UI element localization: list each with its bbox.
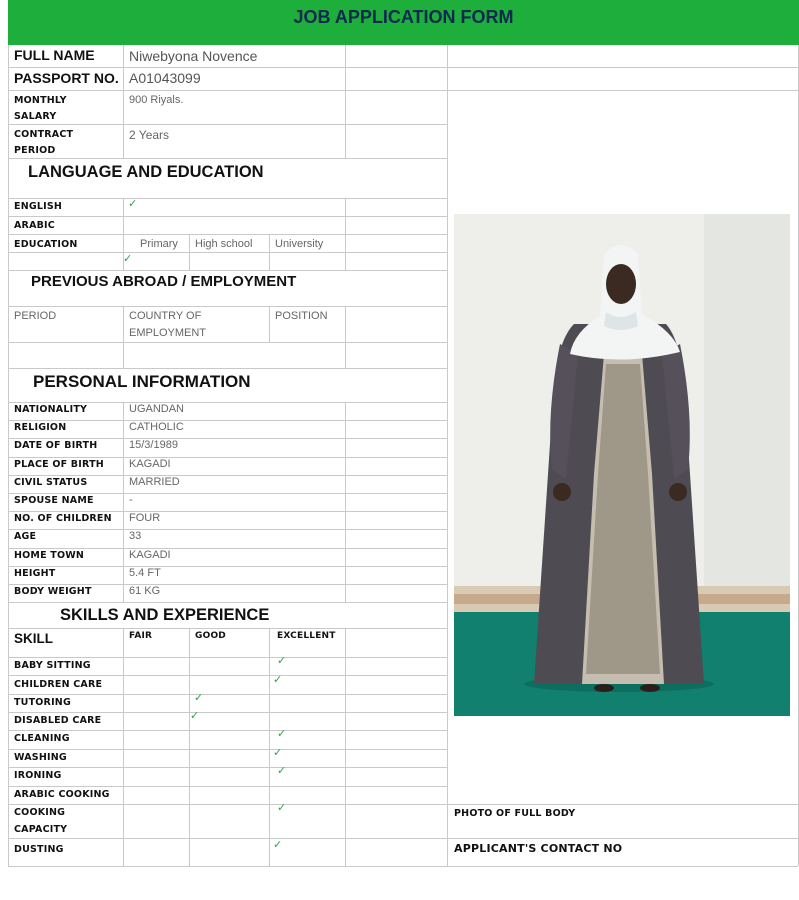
grid-hline bbox=[8, 216, 447, 217]
personal-field-label: NATIONALITY bbox=[14, 404, 88, 415]
skill-label: COOKING bbox=[14, 807, 66, 818]
grid-vline bbox=[189, 628, 190, 866]
skill-level-fair: FAIR bbox=[129, 631, 153, 641]
education-level-high-school: High school bbox=[195, 238, 253, 250]
grid-hline bbox=[447, 838, 798, 839]
skill-label: BABY SITTING bbox=[14, 660, 91, 671]
education-level-primary: Primary bbox=[140, 238, 178, 250]
personal-field-label: DATE OF BIRTH bbox=[14, 440, 98, 452]
skill-check-icon: ✓ bbox=[277, 654, 287, 667]
photo-caption-label: PHOTO OF FULL BODY bbox=[454, 808, 576, 819]
applicant-full-body-photo bbox=[454, 214, 790, 716]
grid-hline bbox=[8, 628, 447, 629]
grid-hline bbox=[8, 438, 447, 439]
skill-level-good: GOOD bbox=[195, 631, 226, 641]
skill-label: IRONING bbox=[14, 770, 62, 781]
personal-field-label: AGE bbox=[14, 531, 37, 543]
salary-label-line2: SALARY bbox=[14, 111, 57, 122]
grid-hline bbox=[8, 420, 447, 421]
grid-hline bbox=[8, 694, 447, 695]
grid-hline bbox=[8, 457, 447, 458]
personal-field-value: KAGADI bbox=[129, 457, 171, 470]
personal-field-label: SPOUSE NAME bbox=[14, 495, 94, 506]
position-label: POSITION bbox=[275, 310, 328, 322]
personal-field-value: MARRIED bbox=[129, 475, 180, 488]
grid-vline bbox=[345, 402, 346, 602]
grid-hline bbox=[8, 511, 447, 512]
skill-label: ARABIC COOKING bbox=[14, 789, 110, 800]
grid-hline bbox=[8, 306, 447, 307]
grid-hline bbox=[8, 730, 447, 731]
personal-information-heading: PERSONAL INFORMATION bbox=[33, 372, 251, 391]
language-education-heading: LANGUAGE AND EDUCATION bbox=[28, 163, 264, 181]
skill-level-excellent: EXCELLENT bbox=[277, 631, 336, 641]
grid-hline bbox=[8, 548, 447, 549]
personal-field-value: 33 bbox=[129, 530, 142, 543]
grid-vline bbox=[189, 234, 190, 270]
form-title: JOB APPLICATION FORM bbox=[293, 7, 514, 27]
grid-hline bbox=[8, 270, 447, 271]
skill-check-icon: ✓ bbox=[273, 673, 283, 686]
english-label: ENGLISH bbox=[14, 201, 63, 212]
grid-hline bbox=[8, 786, 447, 787]
grid-vline bbox=[345, 45, 346, 158]
skill-label-line2: CAPACITY bbox=[14, 824, 68, 835]
personal-field-label: HOME TOWN bbox=[14, 549, 85, 561]
previous-abroad-heading: PREVIOUS ABROAD / EMPLOYMENT bbox=[31, 273, 297, 290]
skill-column-label: SKILL bbox=[14, 631, 53, 646]
personal-field-value: UGANDAN bbox=[129, 403, 185, 415]
grid-vline bbox=[269, 306, 270, 342]
grid-vline bbox=[123, 402, 124, 602]
grid-vline bbox=[123, 45, 124, 158]
grid-hline bbox=[8, 342, 447, 343]
passport-label: PASSPORT NO. bbox=[14, 70, 119, 86]
form-title-bar bbox=[8, 0, 799, 45]
personal-field-value: - bbox=[129, 494, 133, 506]
contract-label-line1: CONTRACT bbox=[14, 129, 74, 140]
skill-check-icon: ✓ bbox=[194, 691, 204, 704]
grid-hline bbox=[8, 158, 447, 159]
grid-hline bbox=[447, 90, 798, 91]
grid-hline bbox=[447, 804, 798, 805]
contract-value: 2 Years bbox=[129, 128, 170, 142]
education-level-university: University bbox=[275, 238, 324, 250]
grid-hline bbox=[8, 767, 447, 768]
grid-hline bbox=[8, 602, 447, 603]
personal-field-value: KAGADI bbox=[129, 548, 171, 561]
skill-check-icon: ✓ bbox=[190, 709, 200, 722]
grid-hline bbox=[447, 67, 798, 68]
country-label-line1: COUNTRY OF bbox=[129, 310, 202, 322]
grid-hline bbox=[8, 90, 447, 91]
grid-hline bbox=[8, 475, 447, 476]
grid-vline bbox=[269, 628, 270, 866]
skill-check-icon: ✓ bbox=[277, 727, 287, 740]
skill-check-icon: ✓ bbox=[273, 746, 283, 759]
grid-hline bbox=[8, 493, 447, 494]
grid-hline bbox=[8, 749, 447, 750]
skill-check-icon: ✓ bbox=[273, 838, 283, 851]
grid-vline bbox=[345, 306, 346, 368]
contact-number-label: APPLICANT'S CONTACT NO bbox=[454, 842, 623, 855]
grid-vline bbox=[345, 198, 346, 270]
grid-hline bbox=[8, 566, 447, 567]
arabic-label: ARABIC bbox=[14, 220, 55, 231]
skill-label: DISABLED CARE bbox=[14, 715, 102, 726]
skill-label: WASHING bbox=[14, 752, 67, 763]
grid-vline bbox=[447, 45, 448, 866]
personal-field-value: CATHOLIC bbox=[129, 421, 184, 434]
primary-check-icon: ✓ bbox=[123, 252, 133, 265]
grid-hline bbox=[8, 368, 447, 369]
grid-hline bbox=[8, 234, 447, 235]
grid-hline bbox=[8, 67, 447, 68]
contract-label-line2: PERIOD bbox=[14, 145, 56, 156]
grid-hline bbox=[447, 866, 798, 867]
grid-vline bbox=[8, 45, 9, 866]
passport-value: A01043099 bbox=[129, 70, 201, 86]
skill-label: CHILDREN CARE bbox=[14, 679, 103, 690]
grid-hline bbox=[8, 529, 447, 530]
applicant-photo-illustration bbox=[454, 214, 790, 716]
period-label: PERIOD bbox=[14, 310, 57, 322]
personal-field-value: 5.4 FT bbox=[129, 566, 161, 579]
skills-heading: SKILLS AND EXPERIENCE bbox=[60, 606, 270, 624]
grid-hline bbox=[8, 584, 447, 585]
grid-vline bbox=[345, 628, 346, 866]
grid-hline bbox=[8, 657, 447, 658]
grid-vline bbox=[123, 306, 124, 368]
salary-label-line1: MONTHLY bbox=[14, 95, 67, 106]
personal-field-label: CIVIL STATUS bbox=[14, 476, 88, 488]
personal-field-label: RELIGION bbox=[14, 422, 67, 434]
education-label: EDUCATION bbox=[14, 239, 78, 250]
grid-hline bbox=[8, 838, 447, 839]
personal-field-value: 61 KG bbox=[129, 585, 161, 597]
english-check-icon: ✓ bbox=[128, 197, 138, 210]
personal-field-label: PLACE OF BIRTH bbox=[14, 458, 104, 470]
grid-hline bbox=[8, 804, 447, 805]
skill-label: CLEANING bbox=[14, 733, 70, 744]
salary-value: 900 Riyals. bbox=[129, 94, 184, 106]
personal-field-value: 15/3/1989 bbox=[129, 439, 178, 452]
country-label-line2: EMPLOYMENT bbox=[129, 327, 207, 339]
grid-hline bbox=[8, 675, 447, 676]
grid-hline bbox=[8, 252, 447, 253]
skill-check-icon: ✓ bbox=[277, 801, 287, 814]
grid-hline bbox=[8, 198, 447, 199]
grid-vline bbox=[269, 234, 270, 270]
personal-field-label: NO. OF CHILDREN bbox=[14, 513, 112, 525]
skill-check-icon: ✓ bbox=[277, 764, 287, 777]
personal-field-label: BODY WEIGHT bbox=[14, 586, 92, 597]
personal-field-label: HEIGHT bbox=[14, 567, 56, 579]
grid-hline bbox=[8, 712, 447, 713]
personal-field-value: FOUR bbox=[129, 512, 161, 525]
full-name-label: FULL NAME bbox=[14, 47, 95, 63]
grid-hline bbox=[8, 866, 447, 867]
grid-vline bbox=[123, 628, 124, 866]
skill-label: DUSTING bbox=[14, 844, 64, 855]
skill-label: TUTORING bbox=[14, 697, 71, 708]
full-name-value: Niwebyona Novence bbox=[129, 48, 258, 64]
grid-hline bbox=[8, 124, 447, 125]
grid-hline bbox=[8, 402, 447, 403]
